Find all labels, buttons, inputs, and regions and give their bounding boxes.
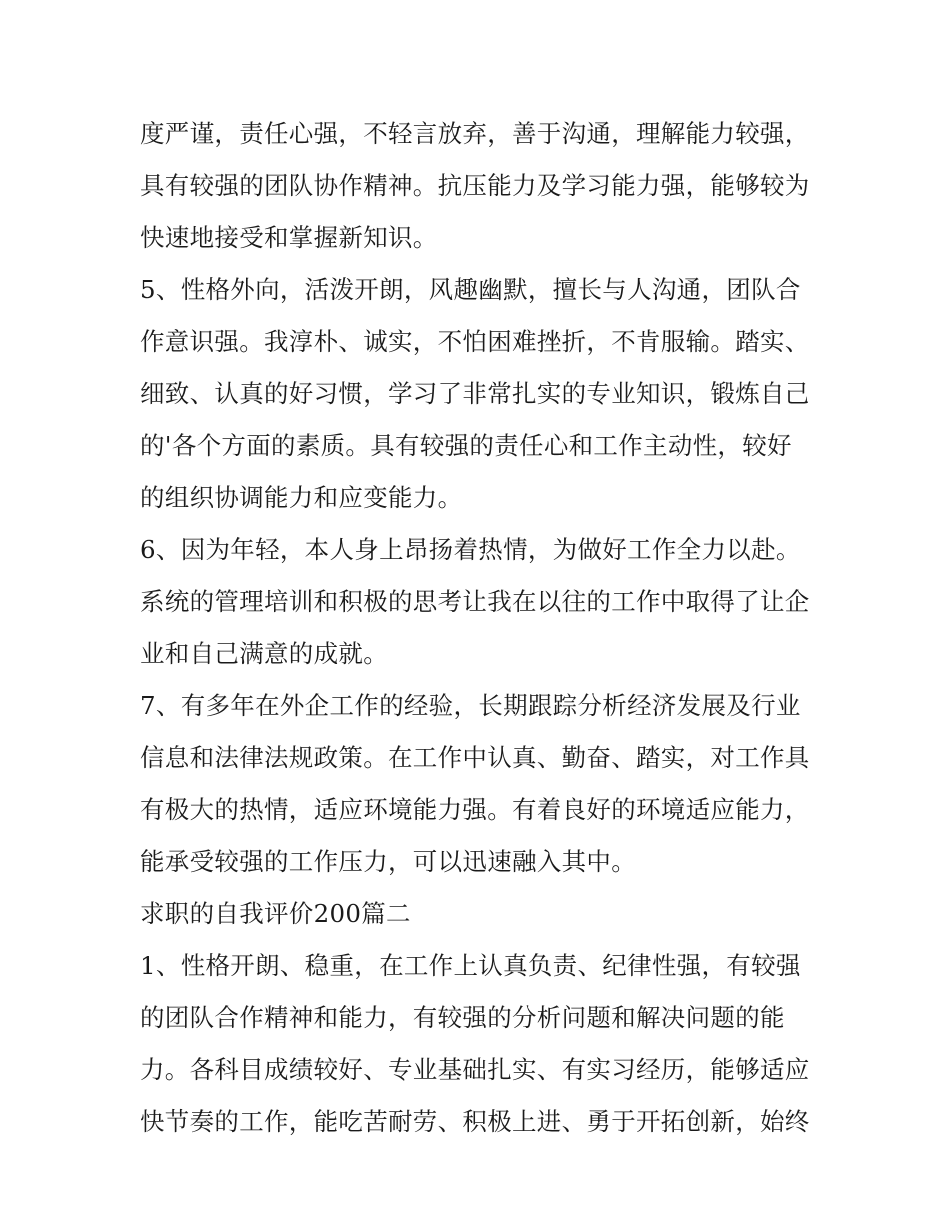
document-body xyxy=(140,108,820,1148)
text-line: 的组织协调能力和应变能力。 xyxy=(140,483,463,512)
text-line: 业和自己满意的成就。 xyxy=(140,639,388,668)
section-heading: 求职的自我评价200篇二 xyxy=(140,899,411,928)
text-line: 的团队合作精神和能力，有较强的分析问题和解决问题的能 xyxy=(140,1003,785,1032)
text-line: 5、性格外向，活泼开朗，风趣幽默，擅长与人沟通，团队合 xyxy=(140,275,801,304)
text-line: 作意识强。我淳朴、诚实，不怕困难挫折，不肯服输。踏实、 xyxy=(140,327,810,356)
text-line: 快速地接受和掌握新知识。 xyxy=(140,223,438,252)
text-line: 的'各个方面的素质。具有较强的责任心和工作主动性，较好 xyxy=(140,431,792,460)
text-line: 1、性格开朗、稳重，在工作上认真负责、纪律性强，有较强 xyxy=(140,951,801,980)
text-line: 系统的管理培训和积极的思考让我在以往的工作中取得了让企 xyxy=(140,587,810,616)
text-line: 快节奏的工作，能吃苦耐劳、积极上进、勇于开拓创新，始终 xyxy=(140,1107,810,1136)
text-line: 7、有多年在外企工作的经验，长期跟踪分析经济发展及行业 xyxy=(140,691,801,720)
text-line: 度严谨，责任心强，不轻言放弃，善于沟通，理解能力较强， xyxy=(140,119,810,148)
text-line: 力。各科目成绩较好、专业基础扎实、有实习经历，能够适应 xyxy=(140,1055,810,1084)
text-line: 有极大的热情，适应环境能力强。有着良好的环境适应能力， xyxy=(140,795,810,824)
text-line: 6、因为年轻，本人身上昂扬着热情，为做好工作全力以赴。 xyxy=(140,535,801,564)
text-line: 细致、认真的好习惯，学习了非常扎实的专业知识，锻炼自己 xyxy=(140,379,810,408)
text-line: 能承受较强的工作压力，可以迅速融入其中。 xyxy=(140,847,636,876)
text-line: 具有较强的团队协作精神。抗压能力及学习能力强，能够较为 xyxy=(140,171,810,200)
text-line: 信息和法律法规政策。在工作中认真、勤奋、踏实，对工作具 xyxy=(140,743,810,772)
